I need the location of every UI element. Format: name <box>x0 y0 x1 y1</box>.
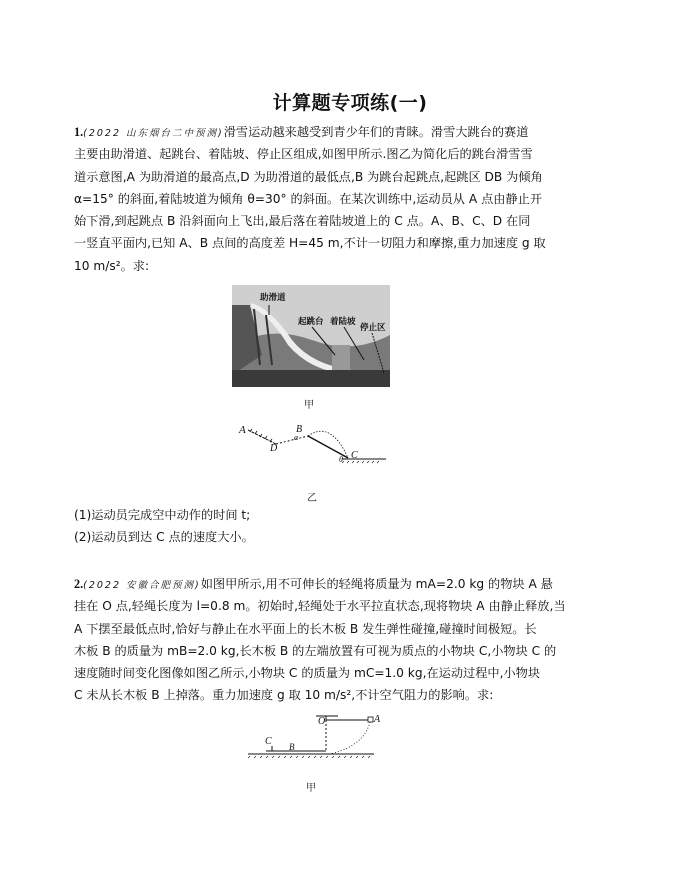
problem-source: (2022 安徽合肥预测) <box>83 580 201 591</box>
problem-line: 始下滑,到起跳点 B 沿斜面向上飞出,最后落在着陆坡道上的 C 点。A、B、C、D 在同 <box>74 214 531 229</box>
figure-caption: 乙 <box>307 493 317 504</box>
angle-label-alpha: α <box>294 433 299 442</box>
point-label-d: D <box>270 443 278 454</box>
problem-line: A 下摆至最低点时,恰好与静止在水平面上的长木板 B 发生弹性碰撞,碰撞时间极短。长 <box>74 621 537 636</box>
figure-caption: 甲 <box>306 783 316 794</box>
problem-number: 1 <box>74 125 81 139</box>
photo-label: 停止区 <box>360 323 386 333</box>
problem-line: 如图甲所示,用不可伸长的轻绳将质量为 mA=2.0 kg 的物块 A 悬 <box>200 577 553 591</box>
problem-line: 滑雪运动越来越受到青少年们的青睐。滑雪大跳台的赛道 <box>223 125 529 139</box>
photo-label: 起跳台 <box>298 317 324 327</box>
problem-line: 木板 B 的质量为 mB=2.0 kg,长木板 B 的左端放置有可视为质点的小物块 C,小物块 C 的 <box>74 643 557 658</box>
problem-line: C 未从长木板 B 上掉落。重力加速度 g 取 10 m/s²,不计空气阻力的影响。求: <box>74 688 494 703</box>
photo-label: 助滑道 <box>260 293 286 303</box>
problem-1-questions <box>74 504 634 549</box>
block-label-c: C <box>265 736 272 747</box>
board-label-b: B <box>289 742 295 752</box>
problem-line: 速度随时间变化图像如图乙所示,小物块 C 的质量为 mC=1.0 kg,在运动过程中,小物块 <box>74 666 541 681</box>
problem-line: 挂在 O 点,轻绳长度为 l=0.8 m。初始时,轻绳处于水平拉直状态,现将物块 A 由静止释放,当 <box>74 599 566 614</box>
point-label-a: A <box>239 424 246 436</box>
problem-1-text: 1.(2022 山东烟台二中预测)滑雪运动越来越受到青少年们的青睐。滑雪大跳台的赛道 主要由助滑道、起跳台、着陆坡、停止区组成,如图甲所示.图乙为简化后的跳台滑雪雪 道示意图,A 为助滑道的最高点,D 为助滑道的最低点,B 为跳台起跳点,起跳区 DB 为倾角 α=15° 的斜面,着陆坡道为倾角 θ=30° 的斜面。在某次训练中,运动员从 A 点由静止开 始下滑,到起跳点 B 沿斜面向上飞出,最后落在着陆坡道上的 C 点。A、B、C、D 在同 一竖直平面内,已知 A、B 点间的高度差 H=45 m,不计一切阻力和摩擦,重力加速度 g 取 10 m/s²。求: <box>74 121 634 277</box>
problem-line: 道示意图,A 为助滑道的最高点,D 为助滑道的最低点,B 为跳台起跳点,起跳区 DB 为倾角 <box>74 169 543 184</box>
ski-jump-photo <box>232 285 390 387</box>
figure-caption: 甲 <box>304 400 314 411</box>
problem-2-text: 2.(2022 安徽合肥预测)如图甲所示,用不可伸长的轻绳将质量为 mA=2.0 kg 的物块 A 悬 挂在 O 点,轻绳长度为 l=0.8 m。初始时,轻绳处于水平拉直状态,现将物块 A 由静止释放,当 A 下摆至最低点时,恰好与静止在水平面上的长木板 B 发生弹性碰撞,碰撞时间极短。长 木板 B 的质量为 mB=2.0 kg,长木板 B 的左端放置有可视为质点的小物块 C,小物块 C 的 速度随时间变化图像如图乙所示,小物块 C 的质量为 mC=1.0 kg,在运动过程中,小物块 C 未从长木板 B 上掉落。重力加速度 g 取 10 m/s²,不计空气阻力的影响。求: <box>74 573 634 707</box>
photo-label: 着陆坡 <box>330 317 356 327</box>
problem-line: 主要由助滑道、起跳台、着陆坡、停止区组成,如图甲所示.图乙为简化后的跳台滑雪雪 <box>74 147 533 162</box>
block-label-a: A <box>374 714 381 725</box>
page-title: 计算题专项练(一) <box>272 92 428 114</box>
angle-label-theta: θ <box>339 455 343 464</box>
problem-line: 10 m/s²。求: <box>74 258 150 273</box>
ski-jump-scene-icon <box>232 285 390 387</box>
problem-source: (2022 山东烟台二中预测) <box>83 128 224 139</box>
problem-line: 一竖直平面内,已知 A、B 点间的高度差 H=45 m,不计一切阻力和摩擦,重力加速度 g 取 <box>74 236 546 251</box>
question-item: (1)运动员完成空中动作的时间 t; <box>74 508 251 522</box>
point-label-b: B <box>296 424 303 435</box>
point-label-o: O <box>318 716 326 727</box>
problem-number: 2 <box>74 577 81 591</box>
point-label-c: C <box>351 450 358 461</box>
ski-slope-diagram <box>236 418 386 478</box>
problem-line: α=15° 的斜面,着陆坡道为倾角 θ=30° 的斜面。在某次训练中,运动员从 A 点由静止开 <box>74 191 543 206</box>
question-item: (2)运动员到达 C 点的速度大小。 <box>74 530 254 545</box>
